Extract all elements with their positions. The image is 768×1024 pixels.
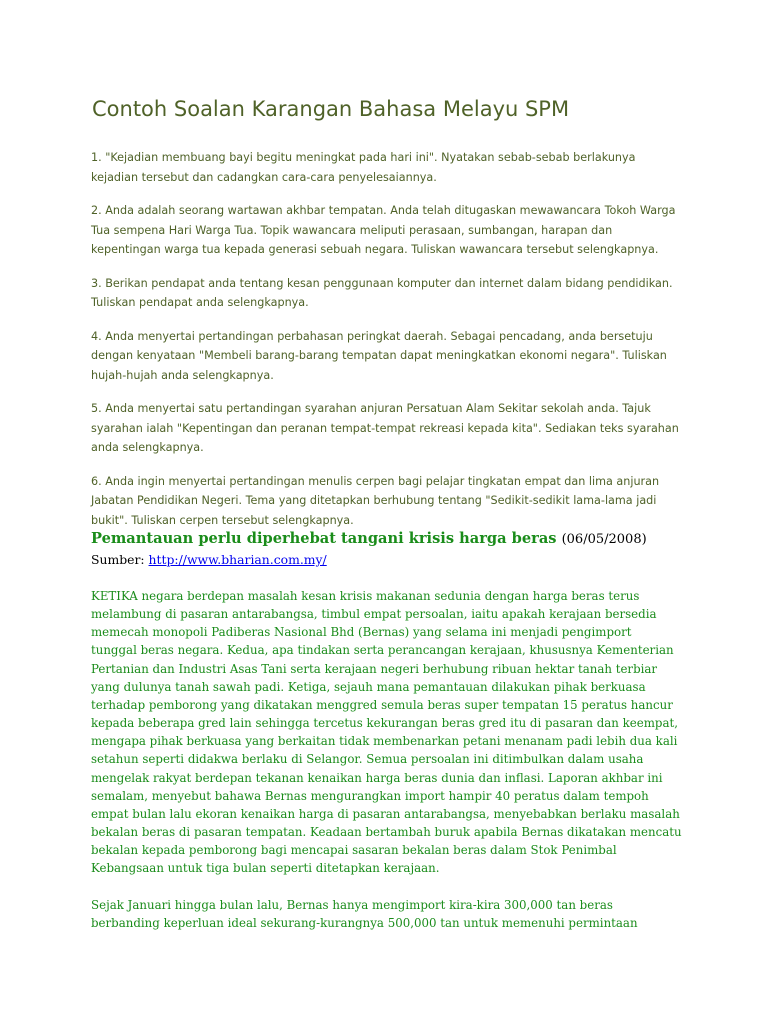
article-line: mengelak rakyat berdepan tekanan kenaikan harga beras dunia dan inflasi. Laporan akhbar ini	[91, 770, 663, 785]
article-heading	[91, 530, 647, 547]
article-line: Sejak Januari hingga bulan lalu, Bernas hanya mengimport kira-kira 300,000 tan beras	[91, 897, 613, 912]
article-line: kepada beberapa gred lain sehingga tercetus kekurangan beras gred itu di pasaran dan keempat,	[91, 716, 678, 731]
page-title: Contoh Soalan Karangan Bahasa Melayu SPM	[92, 97, 570, 121]
question-line: Tuliskan pendapat anda selengkapnya.	[91, 296, 309, 309]
article-line: memecah monopoli Padiberas Nasional Bhd (Bernas) yang selama ini menjadi pengimport	[91, 625, 632, 640]
question-line: Tua sempena Hari Warga Tua. Topik wawancara meliputi perasaan, sumbangan, harapan dan	[91, 223, 613, 237]
article-line: bekalan beras di pasaran tempatan. Keadaan bertambah buruk apabila Bernas dikatakan mencatu	[91, 825, 682, 840]
article-line: melambung di pasaran antarabangsa, timbul empat persoalan, iaitu apakah kerajaan bersedia	[91, 607, 657, 622]
article-line: yang dulunya tanah sawah padi. Ketiga, sejauh mana pemantauan dilakukan pihak berkuasa	[91, 679, 646, 694]
question-line: dengan kenyataan "Membeli barang-barang tempatan dapat meningkatkan ekonomi negara". Tuliskan	[91, 349, 667, 362]
source-link[interactable]: http://www.bharian.com.my/	[148, 552, 327, 567]
question-line: anda selengkapnya.	[91, 441, 204, 454]
question-item	[91, 399, 683, 458]
question-line: kejadian tersebut dan cadangkan cara-cara penyelesaiannya.	[91, 170, 437, 184]
article-body	[91, 587, 691, 950]
question-item	[91, 201, 683, 260]
question-list	[91, 148, 683, 544]
question-line: 2. Anda adalah seorang wartawan akhbar tempatan. Anda telah ditugaskan mewawancara Tokoh Warga	[91, 204, 676, 217]
article-line: setahun seperti didakwa berlaku di Selangor. Semua persoalan ini ditimbulkan dalam usaha	[91, 752, 644, 767]
article-line: bekalan kepada pemborong bagi mencapai sasaran bekalan beras dalam Stok Penimbal	[91, 843, 617, 858]
question-item	[91, 327, 683, 386]
question-line: 5. Anda menyertai satu pertandingan syarahan anjuran Persatuan Alam Sekitar sekolah anda. Tajuk	[91, 402, 651, 415]
article-line: terhadap pemborong yang dikatakan menggred semula beras super tempatan 15 peratus hancur	[91, 697, 673, 712]
question-line: 4. Anda menyertai pertandingan perbahasan peringkat daerah. Sebagai pencadang, anda bersetuju	[91, 329, 653, 343]
source-label: Sumber:	[91, 552, 145, 567]
article-heading-text: Pemantauan perlu diperhebat tangani krisis harga beras	[91, 530, 557, 547]
article-line: mengapa pihak berkuasa yang berkaitan tidak membenarkan petani menanam padi lebih dua kali	[91, 734, 678, 749]
question-item	[91, 472, 683, 531]
question-line: hujah-hujah anda selengkapnya.	[91, 368, 274, 382]
question-line: kepentingan warga tua kepada generasi sebuah negara. Tuliskan wawancara tersebut selengkapnya.	[91, 243, 659, 256]
article-line: empat bulan lalu ekoran kenaikan harga di pasaran antarabangsa, menyebabkan berlaku masalah	[91, 806, 680, 821]
article-line: Pertanian dan Industri Asas Tani serta kerajaan negeri berhubung ribuan hektar tanah terbiar	[91, 661, 658, 676]
question-line: bukit". Tuliskan cerpen tersebut selengkapnya.	[91, 513, 354, 527]
article-line: Kebangsaan untuk tiga bulan seperti ditetapkan kerajaan.	[91, 861, 440, 876]
question-line: 6. Anda ingin menyertai pertandingan menulis cerpen bagi pelajar tingkatan empat dan lima anjuran	[91, 474, 660, 488]
article-line: semalam, menyebut bahawa Bernas mengurangkan import hampir 40 peratus dalam tempoh	[91, 788, 649, 803]
article-paragraph	[91, 896, 691, 932]
article-line: KETIKA negara berdepan masalah kesan krisis makanan sedunia dengan harga beras terus	[91, 589, 640, 603]
question-item	[91, 148, 683, 187]
question-line: 1. "Kejadian membuang bayi begitu meningkat pada hari ini". Nyatakan sebab-sebab berlakunya	[91, 151, 636, 164]
article-line: berbanding keperluan ideal sekurang-kurangnya 500,000 tan untuk memenuhi permintaan	[91, 915, 638, 930]
article-date: (06/05/2008)	[561, 532, 647, 547]
question-line: 3. Berikan pendapat anda tentang kesan penggunaan komputer dan internet dalam bidang pendidikan.	[91, 276, 673, 290]
article-line: tunggal beras negara. Kedua, apa tindakan serta perancangan kerajaan, khususnya Kementerian	[91, 643, 674, 658]
question-line: Jabatan Pendidikan Negeri. Tema yang ditetapkan berhubung tentang "Sedikit-sedikit lama-lama jadi	[91, 494, 657, 507]
article-paragraph	[91, 587, 691, 878]
question-item	[91, 274, 683, 313]
question-line: syarahan ialah "Kepentingan dan peranan tempat-tempat rekreasi kepada kita". Sediakan teks syarahan	[91, 421, 679, 435]
source-line	[91, 552, 327, 567]
